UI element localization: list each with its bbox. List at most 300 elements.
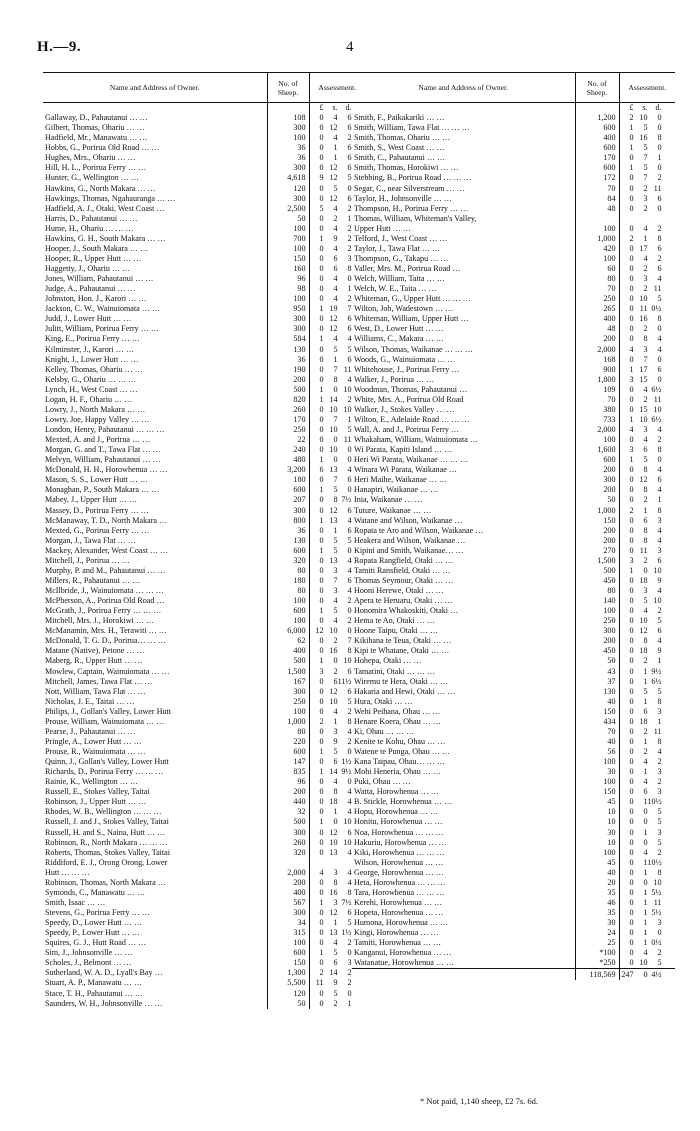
assessment-amount: 0 8 4 [309, 878, 365, 888]
assessment-amount: 0 11 3 [619, 546, 675, 556]
table-row [352, 405, 675, 415]
owner-name-address: Hawkins, G., North Makara … … [45, 183, 156, 193]
assessment-amount: 0 8 4 [619, 334, 675, 344]
owner-name-address: McIlbride, J., Wainuiomata … … … [45, 586, 164, 595]
assessment-amount: 0 12 6 [309, 908, 365, 918]
owner-name-address: Logan, H. F., Ohariu … … [45, 394, 133, 404]
assessment-amount: 0 1 6 [309, 153, 365, 163]
sheep-count: 300 [267, 908, 309, 918]
sheep-count: 160 [267, 264, 309, 274]
assessment-amount: 0 13 4 [309, 556, 365, 566]
table-row [352, 536, 675, 546]
table-row [43, 123, 365, 133]
owner-name-address: Harris, D., Pahautanui … … [45, 213, 138, 223]
owner-name-address: Nott, William, Tawa Flat … … [45, 686, 146, 696]
table-row [43, 375, 365, 385]
assessment-amount: 0 4 6 [309, 113, 365, 123]
sheep-count: 300 [575, 626, 619, 636]
owner-name-address: Nicholas, J. E., Taitai … … [45, 696, 135, 706]
assessment-amount: 2 1 8 [309, 717, 365, 727]
assessment-amount: 0 15 10 [619, 405, 675, 415]
sheep-count: 167 [267, 677, 309, 687]
table-row [352, 908, 675, 918]
table-row [352, 667, 675, 677]
sheep-count: 600 [267, 747, 309, 757]
assessment-amount: 0 1 0 [619, 928, 675, 938]
table-row [43, 184, 365, 194]
owner-name-address: McManamin, Mrs. H., Terawiti … … [45, 626, 167, 636]
owner-name-address: Stebbing, B., Porirua Road … … … [354, 173, 472, 183]
sheep-count: 147 [267, 757, 309, 767]
sheep-count: 150 [575, 516, 619, 526]
table-row [43, 324, 365, 334]
owner-name-address: Hoone Taipu, Otaki … … [354, 626, 439, 636]
sheep-count: 500 [267, 385, 309, 395]
total-assessment: 247 0 4½ [619, 969, 675, 981]
owner-name-address: Hura, Otaki … … [354, 696, 413, 706]
assessment-amount: 0 4 2 [619, 224, 675, 234]
sheep-count: 100 [267, 244, 309, 254]
sheep-count: 200 [267, 375, 309, 385]
owner-name-address: Ropata te Aro and Wilson, Waikanae … [354, 525, 484, 535]
table-row [352, 244, 675, 254]
owner-name-address: Taylor, J., Tawa Flat … … [354, 243, 441, 253]
table-row [352, 838, 675, 848]
owner-name-address: Judd, J., Lower Hutt … … [45, 314, 132, 324]
table-row [43, 596, 365, 606]
assessment-amount: 0 12 6 [309, 828, 365, 838]
table-row [352, 586, 675, 596]
sheep-count: 70 [575, 184, 619, 194]
sheep-count: 80 [267, 566, 309, 576]
assessment-amount: 0 611½ [309, 677, 365, 687]
table-row [43, 999, 365, 1009]
sheep-count: 45 [575, 797, 619, 807]
table-row [43, 516, 365, 526]
sheep-count: 150 [575, 787, 619, 797]
assessment-amount: 0 12 6 [309, 687, 365, 697]
owner-name-address: Hawkings, Thomas, Ngahauranga … … [45, 193, 176, 203]
owner-name-address: Stuart, A. P., Manawatu … … [45, 978, 142, 988]
sheep-count: 2,000 [267, 868, 309, 878]
owner-name-address: Kingi, Horowhenua … … [354, 928, 439, 938]
assessment-amount: 0 9 2 [309, 737, 365, 747]
sheep-count: 1,500 [267, 667, 309, 677]
assessment-amount: 1 19 7 [309, 304, 365, 314]
sheep-count: 180 [267, 475, 309, 485]
table-row [43, 314, 365, 324]
assessment-amount: 12 10 0 [309, 626, 365, 636]
table-row [43, 415, 365, 425]
table-row [43, 194, 365, 204]
sheep-count: *250 [575, 958, 619, 969]
table-row [352, 526, 675, 536]
assessment-amount: 0 8 4 [619, 465, 675, 475]
sheep-count: 140 [575, 596, 619, 606]
owner-name-address: Hobbs, G., Porirua Old Road … … [45, 143, 160, 153]
assessment-amount: 0 1 8 [619, 868, 675, 878]
sheep-count: 25 [575, 938, 619, 948]
owner-name-address: Hooper, R., Upper Hutt … … [45, 253, 142, 263]
owner-name-address: Hooni Herewe, Otaki … … [354, 586, 444, 595]
assessment-amount: 0 3 4 [309, 586, 365, 596]
owner-name-address: Judge, A., Pahautanui … … [45, 284, 136, 294]
table-row [43, 777, 365, 787]
sheep-count: 130 [267, 536, 309, 546]
assessment-amount: 0 7 6 [309, 475, 365, 485]
table-row [352, 375, 675, 385]
sheep-count: 100 [575, 757, 619, 767]
table-row [352, 616, 675, 626]
assessment-amount: 0 1 6 [309, 143, 365, 153]
assessment-amount: 0 5 5 [309, 536, 365, 546]
table-row [43, 405, 365, 415]
assessment-amount: 0 1 0½ [619, 938, 675, 948]
sheep-count: 80 [575, 274, 619, 284]
assessment-amount: 0 12 6 [309, 314, 365, 324]
sheep-count: 40 [575, 737, 619, 747]
assessment-amount: 0 4 2 [619, 948, 675, 958]
assessment-amount: 0 2 4 [619, 747, 675, 757]
assessment-amount: 0 0 11 [309, 435, 365, 445]
table-row [43, 707, 365, 717]
sheep-count: 150 [575, 707, 619, 717]
sheep-count: 70 [575, 395, 619, 405]
sheep-count: 80 [267, 586, 309, 596]
table-row [352, 304, 675, 314]
table-row [43, 616, 365, 626]
owner-name-address: Roberts, Thomas, Stokes Valley, Taitai [45, 847, 171, 857]
table-row [43, 908, 365, 918]
owner-name-address: Maberg, R., Upper Hutt … … [45, 656, 143, 666]
owner-name-address: Speedy, D., Lower Hutt … … [45, 918, 143, 928]
owner-name-address: Robinson, Thomas, North Makara … [45, 877, 166, 887]
owner-name-address: Wilson, Horowhenua … … [354, 857, 444, 867]
owner-name-address: Mowlew, Captain, Wainuiomata … … [45, 666, 170, 676]
table-row [43, 506, 365, 516]
table-row [43, 445, 365, 455]
assessment-amount: 0 5 5 [309, 345, 365, 355]
sheep-owners-table-left [43, 72, 365, 1009]
table-row [352, 677, 675, 687]
owner-name-address: Hume, H., Ohariu … … … [45, 223, 134, 233]
assessment-amount [619, 214, 675, 224]
assessment-amount: 0 4 0 [309, 777, 365, 787]
table-row [352, 596, 675, 606]
table-row [352, 133, 675, 143]
table-row [352, 425, 675, 435]
table-row [352, 234, 675, 244]
assessment-amount: 0 18 9 [619, 646, 675, 656]
table-row [43, 244, 365, 254]
assessment-amount: 0 2 11 [619, 184, 675, 194]
sheep-count: 450 [575, 576, 619, 586]
owner-name-address: Hema te Ao, Otaki … … [354, 616, 435, 626]
assessment-amount: 0 6 3 [619, 787, 675, 797]
assessment-amount: 0 4 2 [619, 777, 675, 787]
assessment-amount: 0 5 10 [619, 596, 675, 606]
table-row [352, 797, 675, 807]
owner-name-address: Thomas Seymour, Otaki … … [354, 575, 454, 585]
sheep-count: 50 [267, 999, 309, 1009]
assessment-amount: 0 1 11 [619, 898, 675, 908]
sheep-count: 400 [575, 314, 619, 324]
table-row [43, 163, 365, 173]
sheep-count: 56 [575, 747, 619, 757]
sheep-count: 36 [267, 143, 309, 153]
owner-name-address: Johnston, Hon. J., Karori … … [45, 294, 147, 304]
sheep-count: 600 [267, 546, 309, 556]
table-row [352, 938, 675, 948]
table-row [43, 526, 365, 536]
assessment-amount: 0 7 2 [619, 173, 675, 183]
assessment-amount: 0 7 1 [309, 415, 365, 425]
assessment-amount: 0 8 4 [309, 787, 365, 797]
assessment-amount: 1 0 10 [309, 385, 365, 395]
sheep-count: 50 [575, 495, 619, 505]
assessment-amount: 0 18 4 [309, 797, 365, 807]
assessment-amount: 0 4 2 [309, 224, 365, 234]
table-row [352, 697, 675, 707]
table-row [352, 717, 675, 727]
sheep-count: 820 [267, 395, 309, 405]
owner-name-address: Heakera and Wilson, Waikanae … [354, 535, 466, 545]
owner-name-address: Julitt, William, Porirua Ferry … … [45, 324, 159, 334]
table-row [43, 556, 365, 566]
sheep-count: 48 [575, 204, 619, 214]
owner-name-address: Mohi Heneria, Ohau … … [354, 767, 442, 777]
sheep-count: 320 [267, 556, 309, 566]
assessment-amount: 3 6 8 [619, 445, 675, 455]
table-row [43, 294, 365, 304]
assessment-amount: 1 5 0 [309, 606, 365, 616]
table-row [43, 395, 365, 405]
owner-name-address: Monaghan, P., South Makara … … [45, 485, 160, 495]
assessment-amount: 0 1 6 [309, 355, 365, 365]
owner-name-address: Lynch, H., West Coast … … [45, 384, 138, 394]
owner-name-address: Smith, C., Pahautanui … … [354, 153, 446, 163]
owner-name-address: Walker, J., Stokes Valley … … [354, 404, 455, 414]
owner-name-address: Squires, G. J., Hutt Road … … [45, 938, 147, 948]
assessment-amount: 0 1 4 [309, 807, 365, 817]
table-row [43, 948, 365, 958]
owner-name-address: Tamiti Ransfield, Otaki … … [354, 565, 451, 575]
owner-name-address: Smith, Thomas, Ohariu … … [354, 133, 451, 143]
assessment-amount: 0 6 1½ [309, 757, 365, 767]
assessment-amount: 0 12 6 [619, 475, 675, 485]
owner-name-address: Smith, William, Tawa Flat … … … [354, 123, 470, 133]
sheep-count: 1,000 [267, 717, 309, 727]
owner-name-address: Smith, Thomas, Horokiwi … … [354, 163, 459, 173]
assessment-amount: 0 11 0½ [619, 304, 675, 314]
table-row [352, 284, 675, 294]
owner-name-address: Lowry, J., North Makara … … [45, 404, 146, 414]
table-row [352, 214, 675, 224]
table-row [43, 787, 365, 797]
assessment-amount: 0 4 2 [619, 848, 675, 858]
owner-name-address: Thomas, William, Whiteman's Valley, [354, 213, 477, 223]
table-row [352, 123, 675, 133]
assessment-amount: 0 4 2 [309, 616, 365, 626]
table-row [352, 294, 675, 304]
owner-name-address: Jackson, C. W., Wainuiomata … … [45, 304, 160, 314]
sheep-count: 250 [267, 425, 309, 435]
assessment-amount: 4 3 4 [619, 345, 675, 355]
totals-row [352, 969, 675, 981]
sheep-count: 300 [267, 194, 309, 204]
sheep-count: 2,000 [575, 425, 619, 435]
owner-name-address: Kelley, Thomas, Ohariu … … [45, 364, 143, 374]
assessment-amount: 1 9 2 [309, 234, 365, 244]
table-row [43, 455, 365, 465]
owner-name-address: Wi Parata, Kapiti Island … … [354, 445, 453, 455]
table-row [43, 224, 365, 234]
assessment-amount: 0 12 6 [309, 194, 365, 204]
sheep-count: 500 [267, 817, 309, 827]
assessment-amount: 0 4 2 [309, 133, 365, 143]
sheep-count: 300 [267, 828, 309, 838]
owner-name-address: Russell, E., Stokes Valley, Taitai [45, 787, 150, 797]
sheep-count: 567 [267, 898, 309, 908]
owner-name-address: Tuture, Waikanae … … [354, 505, 432, 515]
table-row [43, 978, 365, 988]
sheep-count: 170 [267, 415, 309, 425]
sheep-count: 34 [267, 918, 309, 928]
sheep-count: 300 [267, 314, 309, 324]
owner-name-address: Henare Koera, Ohau … … [354, 716, 441, 726]
sheep-count: 480 [267, 455, 309, 465]
owner-name-address: Kanganui, Horowhenua … … [354, 948, 452, 958]
sheep-count: 32 [267, 807, 309, 817]
column-header-sheep: No. of Sheep. [575, 73, 619, 103]
sheep-count: 100 [267, 133, 309, 143]
sheep-count: 46 [575, 898, 619, 908]
owner-name-address: Stevens, G., Porirua Ferry … … [45, 908, 150, 917]
sheep-count: 950 [267, 304, 309, 314]
table-row [43, 737, 365, 747]
table-row [43, 656, 365, 666]
sheep-count: 100 [575, 606, 619, 616]
assessment-amount: 0 16 8 [619, 314, 675, 324]
assessment-amount: 4 3 4 [309, 868, 365, 878]
column-header-assessment: Assessment. [619, 73, 675, 103]
sheep-count: 120 [267, 989, 309, 999]
table-row [352, 264, 675, 274]
table-row [43, 858, 365, 868]
owner-name-address: Hakaria and Hewi, Otaki … … [354, 686, 456, 696]
sheep-count: 10 [575, 807, 619, 817]
sheep-count: 36 [267, 153, 309, 163]
assessment-amount: 0 1 3 [619, 767, 675, 777]
table-row [43, 475, 365, 485]
sheep-count: 130 [267, 345, 309, 355]
assessment-amount: 0 1 8 [619, 737, 675, 747]
sheep-count: 96 [267, 777, 309, 787]
table-row [43, 204, 365, 214]
sheep-count: 100 [267, 707, 309, 717]
owner-name-address: Rhodes, W. B., Wellington … … … [45, 807, 162, 817]
owner-name-address: Kiki, Horowhenua … … … [354, 847, 445, 857]
table-row [352, 767, 675, 777]
assessment-amount: 0 1 9½ [619, 667, 675, 677]
table-row [43, 365, 365, 375]
table-row [352, 626, 675, 636]
sheep-count: 315 [267, 928, 309, 938]
table-row [352, 787, 675, 797]
table-row [43, 304, 365, 314]
table-row [43, 264, 365, 274]
table-row [43, 355, 365, 365]
assessment-amount: 0 7 6 [309, 576, 365, 586]
owner-name-address: Matane (Native), Petone … … [45, 646, 145, 656]
owner-name-address: Riddiford, E. J., Orong Orong, Lower [45, 857, 168, 867]
assessment-amount: 0 10 5 [309, 425, 365, 435]
sheep-count: 600 [575, 163, 619, 173]
table-row [43, 646, 365, 656]
sheep-count: 45 [575, 858, 619, 868]
assessment-amount: 2 1 8 [619, 234, 675, 244]
table-row [43, 576, 365, 586]
owner-name-address: Welch, William, Taita … … [354, 274, 445, 284]
owner-name-address: Gallaway, D., Pahautanui … … [45, 113, 148, 123]
owner-name-address: Hohepa, Otaki … … [354, 656, 422, 666]
assessment-amount: 0 12 6 [309, 506, 365, 516]
assessment-amount: 0 8 4 [619, 536, 675, 546]
table-row [43, 284, 365, 294]
owner-name-address: Hopu, Horowhenua … … [354, 807, 439, 817]
owner-name-address: White, Mrs. A., Porirua Old Road [354, 394, 464, 404]
assessment-amount: 0 8 4 [619, 526, 675, 536]
owner-name-address: Kana Taipau, Ohau… … … [354, 757, 445, 767]
table-row [43, 687, 365, 697]
assessment-amount: 0 18 9 [619, 576, 675, 586]
assessment-amount: 0 3 4 [619, 586, 675, 596]
sheep-count: 200 [575, 465, 619, 475]
table-row [43, 214, 365, 224]
table-row [352, 485, 675, 495]
table-row [43, 495, 365, 505]
table-row [43, 113, 365, 123]
table-row [352, 556, 675, 566]
sheep-count: 434 [575, 717, 619, 727]
table-row [352, 254, 675, 264]
sheep-count: 600 [267, 485, 309, 495]
owner-name-address: Wilson, Thomas, Waikanae … … … [354, 344, 474, 354]
assessment-amount: 0 1 5½ [619, 888, 675, 898]
sheep-count: 150 [267, 254, 309, 264]
table-row [352, 365, 675, 375]
table-row [43, 828, 365, 838]
assessment-amount: 1 13 4 [309, 516, 365, 526]
column-header-name: Name and Address of Owner. [43, 73, 267, 103]
owner-name-address: McPherson, A., Porirua Old Road … [45, 596, 165, 606]
table-row [352, 817, 675, 827]
currency-units: £ s. d. [619, 103, 675, 114]
table-row [352, 777, 675, 787]
owner-name-address: Russell, J. and J., Stokes Valley, Taitai [45, 817, 169, 827]
assessment-amount: 0 4 2 [619, 757, 675, 767]
owner-name-address: B. Stickle, Horowhenua … … [354, 797, 453, 807]
table-row [352, 727, 675, 737]
sheep-count: 5,500 [267, 978, 309, 988]
assessment-amount: 0 4 1 [309, 284, 365, 294]
sheep-count: 30 [575, 767, 619, 777]
owner-name-address: Hakuriu, Horowhenua … … [354, 837, 447, 847]
assessment-amount: 2 10 0 [619, 113, 675, 123]
table-row [43, 345, 365, 355]
assessment-amount: 2 1 8 [619, 506, 675, 516]
assessment-amount: 1 5 0 [309, 485, 365, 495]
